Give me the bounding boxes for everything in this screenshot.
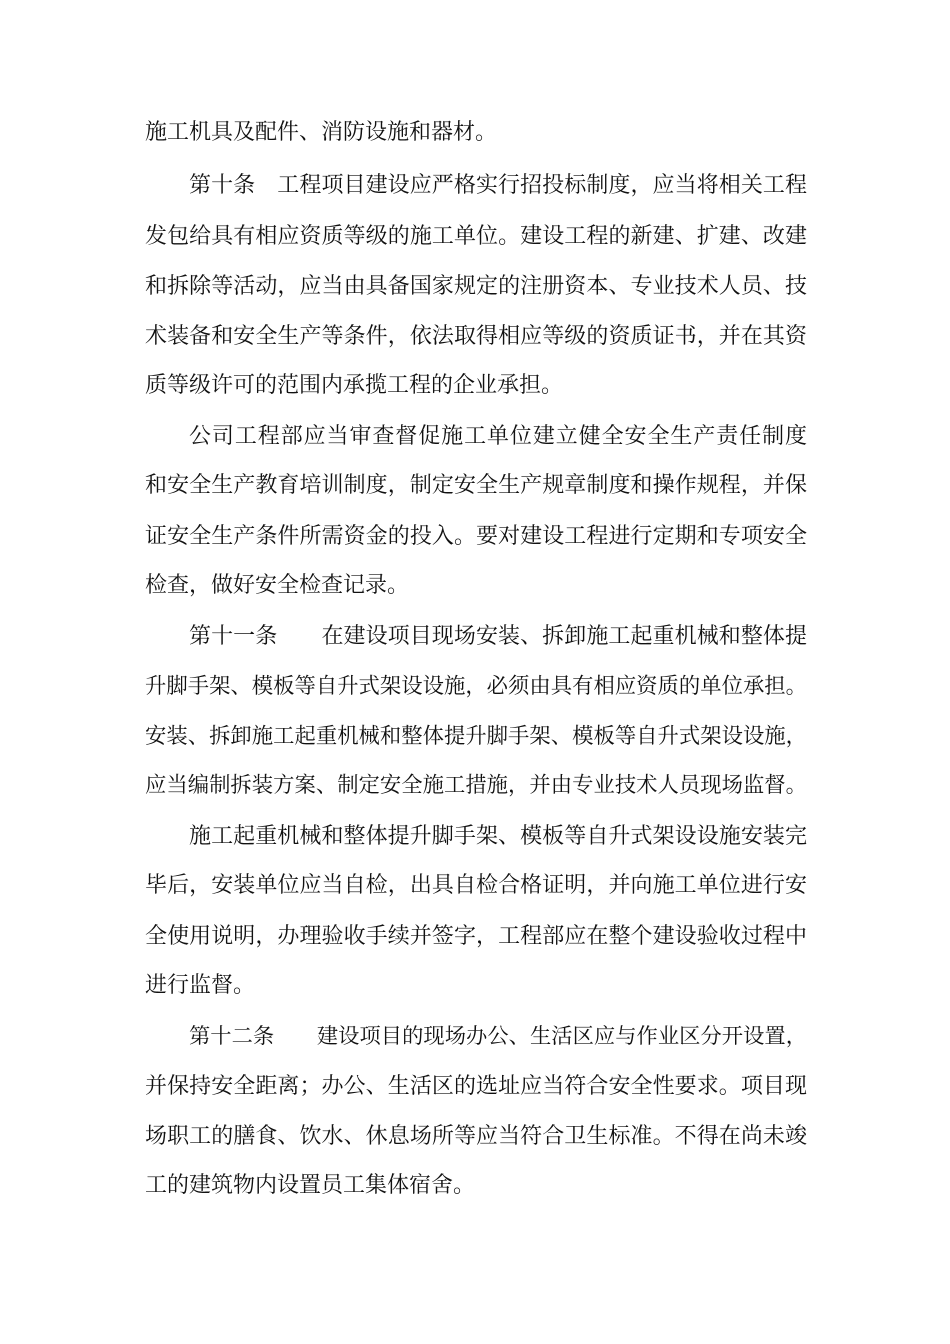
text-line: [145, 371, 563, 401]
line-text: 毕后，安装单位应当自检，出具自检合格证明，并向施工单位进行安: [145, 873, 808, 898]
text-line: [145, 571, 409, 601]
text-line: [145, 771, 807, 801]
text-line: [145, 1072, 807, 1102]
line-text: 施工机具及配件、消防设施和器材。: [145, 120, 498, 145]
article-10-heading-line: [189, 171, 807, 201]
paragraph-first-line: [189, 422, 808, 452]
line-text: 检查，做好安全检查记录。: [145, 573, 410, 598]
text-line: [145, 1171, 475, 1201]
text-line: [145, 722, 807, 752]
line-text: 并保持安全距离；办公、生活区的选址应当符合安全性要求。项目现: [145, 1074, 808, 1099]
line-text: 全使用说明，办理验收手续并签字，工程部应在整个建设验收过程中: [145, 924, 808, 949]
line-text: 工的建筑物内设置员工集体宿舍。: [145, 1173, 476, 1198]
text-line: [145, 1122, 807, 1152]
line-text: 场职工的膳食、饮水、休息场所等应当符合卫生标准。不得在尚未竣: [145, 1124, 808, 1149]
line-text: 术装备和安全生产等条件，依法取得相应等级的资质证书，并在其资: [145, 324, 808, 349]
line-text: 施工起重机械和整体提升脚手架、模板等自升式架设设施安装完: [189, 824, 808, 849]
line-text: 应当编制拆装方案、制定安全施工措施，并由专业技术人员现场监督。: [145, 773, 808, 798]
text-line: [145, 522, 807, 552]
text-line: [145, 272, 807, 302]
text-line: [145, 222, 807, 252]
text-line: [145, 322, 807, 352]
line-text: 升脚手架、模板等自升式架设设施，必须由具有相应资质的单位承担。: [145, 674, 808, 699]
line-text: 和拆除等活动，应当由具备国家规定的注册资本、专业技术人员、技: [145, 274, 808, 299]
line-text: 第十一条 在建设项目现场安装、拆卸施工起重机械和整体提: [189, 624, 808, 649]
text-line: [145, 971, 255, 1001]
line-text: 第十条 工程项目建设应严格实行招投标制度，应当将相关工程: [189, 173, 808, 198]
text-line: [145, 672, 807, 702]
line-text: 第十二条 建设项目的现场办公、生活区应与作业区分开设置，: [189, 1024, 808, 1049]
line-text: 发包给具有相应资质等级的施工单位。建设工程的新建、扩建、改建: [145, 224, 808, 249]
line-text: 质等级许可的范围内承揽工程的企业承担。: [145, 373, 564, 398]
article-11-heading-line: [189, 622, 807, 652]
line-text: 安装、拆卸施工起重机械和整体提升脚手架、模板等自升式架设设施，: [145, 724, 808, 749]
text-line: [145, 922, 807, 952]
line-text: 公司工程部应当审查督促施工单位建立健全安全生产责任制度: [189, 424, 808, 449]
article-12-heading-line: [189, 1022, 807, 1052]
line-text: 进行监督。: [145, 973, 256, 998]
line-text: 证安全生产条件所需资金的投入。要对建设工程进行定期和专项安全: [145, 524, 808, 549]
text-line: [145, 118, 497, 148]
paragraph-first-line: [189, 822, 807, 852]
text-line: [145, 871, 807, 901]
text-line: [145, 471, 807, 501]
line-text: 和安全生产教育培训制度，制定安全生产规章制度和操作规程，并保: [145, 473, 808, 498]
